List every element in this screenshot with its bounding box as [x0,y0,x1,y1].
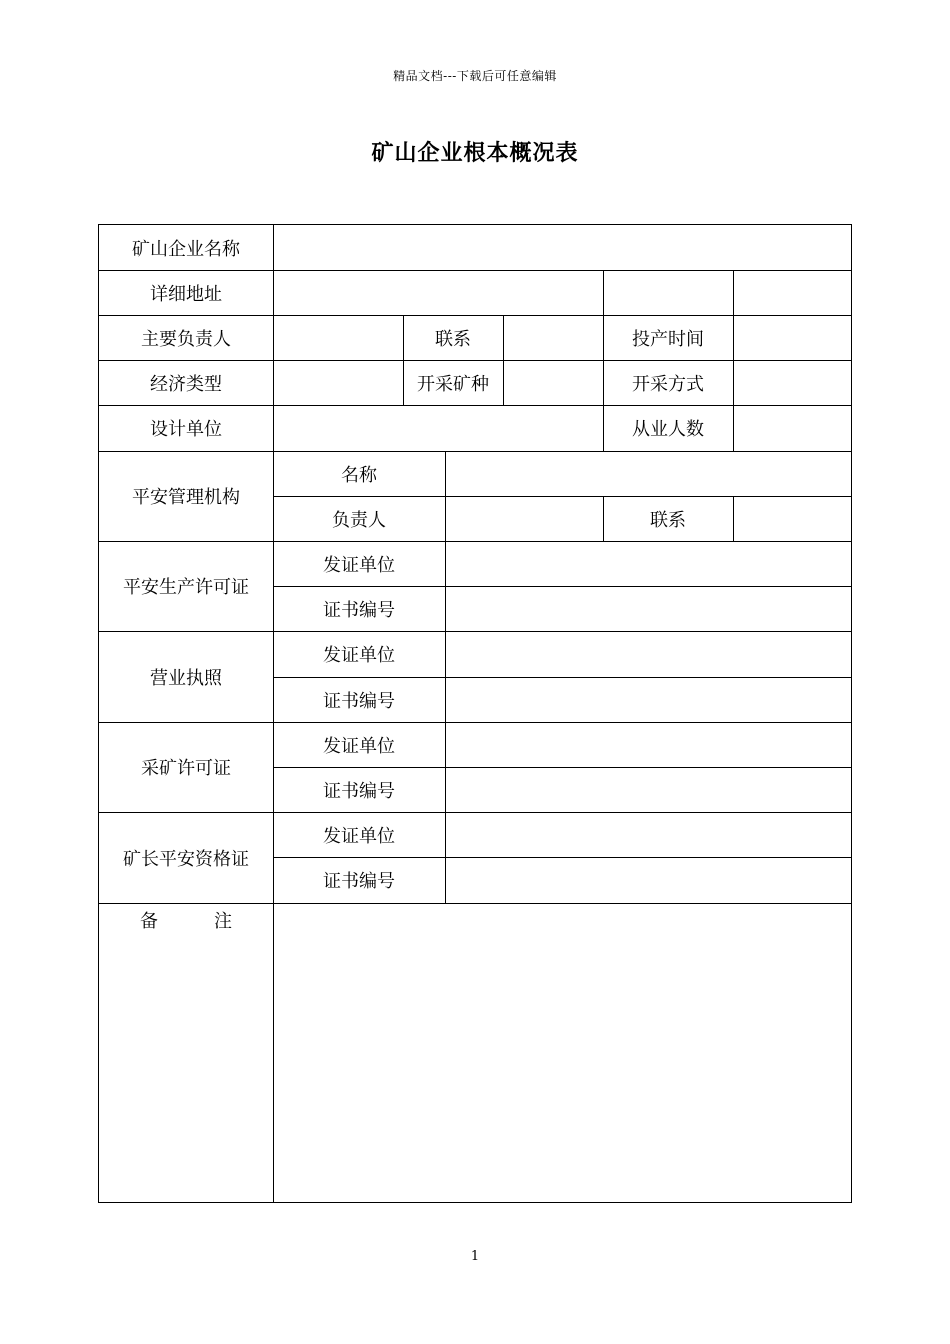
principal-label: 主要负责人 [141,328,231,350]
company-name-label: 矿山企业名称 [132,238,240,260]
business-license-issuer-label: 发证单位 [323,645,395,666]
business-license-number-label: 证书编号 [323,690,395,712]
mining-method-label: 开采方式 [632,373,704,395]
column-divider [733,270,734,406]
page-number: 1 [470,1249,480,1264]
column-divider [503,315,504,406]
mining-permit-number-label: 证书编号 [323,780,395,802]
row-divider [99,903,851,904]
mining-permit-issuer-label: 发证单位 [323,735,395,757]
director-cert-number-label: 证书编号 [323,871,395,892]
remarks-char-1: 备 [140,911,158,932]
start-time-label: 投产时间 [632,328,704,350]
safety-permit-number-label: 证书编号 [323,599,395,621]
address-label: 详细地址 [150,283,222,305]
column-divider [733,405,734,451]
safety-permit-issuer-label: 发证单位 [323,554,395,576]
safety-org-name-label: 名称 [341,464,377,486]
mine-info-form [98,224,852,1203]
column-divider [733,496,734,541]
mineral-label: 开采矿种 [417,373,489,395]
director-cert-issuer-label: 发证单位 [323,825,395,847]
economic-type-label: 经济类型 [150,373,222,395]
column-divider [445,451,446,903]
remarks-label [99,905,273,935]
page-title: 矿山企业根本概况表 [371,140,579,166]
design-unit-label: 设计单位 [150,419,222,440]
page-header: 精品文档---下载后可任意编辑 [393,69,557,83]
business-license-label: 营业执照 [150,667,222,689]
contact-label: 联系 [435,328,471,350]
safety-permit-label: 平安生产许可证 [123,577,249,598]
director-cert-label: 矿长平安资格证 [123,848,249,870]
safety-org-contact-label: 联系 [650,509,686,531]
remarks-char-2: 注 [214,911,232,932]
safety-org-head-label: 负责人 [332,509,386,531]
mining-permit-label: 采矿许可证 [141,758,231,779]
employees-label: 从业人数 [632,419,704,440]
safety-org-label: 平安管理机构 [132,487,240,508]
